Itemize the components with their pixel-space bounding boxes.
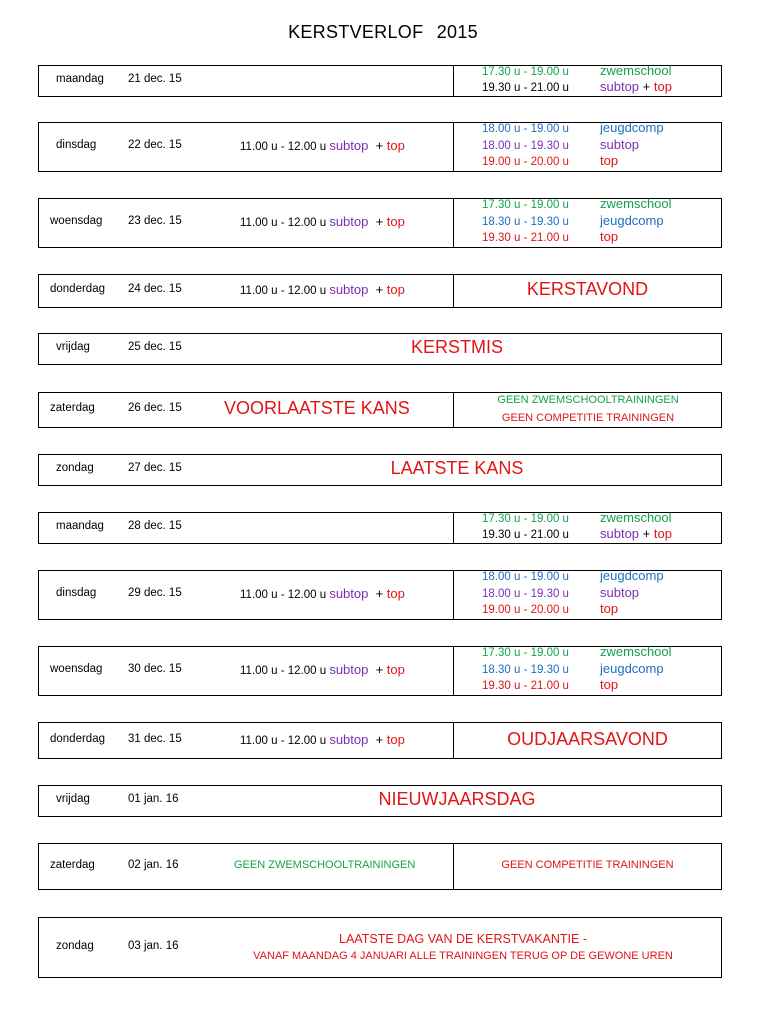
morning-time: 11.00 u - 12.00 u: [240, 141, 330, 153]
date-label: 02 jan. 16: [128, 858, 179, 871]
morning-group-top: top: [386, 662, 405, 677]
slot-group: top: [600, 153, 619, 169]
slot-group: top: [653, 79, 672, 94]
slot-time: 17.30 u - 19.00 u: [482, 647, 569, 660]
morning-plus: +: [368, 586, 387, 601]
schedule-row: [38, 843, 722, 890]
date-label: 03 jan. 16: [128, 939, 179, 952]
slot-group: subtop: [600, 136, 640, 152]
slot-time: 17.30 u - 19.00 u: [482, 65, 569, 78]
notice-competitie: GEEN COMPETITIE TRAININGEN: [501, 858, 674, 871]
slot-group: jeugdcomp: [600, 568, 664, 584]
training-slot: [454, 120, 664, 135]
training-slot: [454, 213, 664, 228]
schedule-row: [38, 392, 722, 428]
schedule-row: [38, 509, 722, 544]
schedule-row: [38, 333, 722, 365]
morning-plus: +: [368, 214, 387, 229]
morning-plus: +: [368, 662, 387, 677]
date-label: 27 dec. 15: [128, 462, 182, 474]
slot-time: 19.30 u - 21.00 u: [482, 232, 569, 245]
slot-group: +: [639, 526, 654, 541]
morning-group-top: top: [386, 214, 405, 229]
weekday-label: zondag: [56, 939, 94, 952]
slot-group: subtop: [600, 79, 640, 94]
weekday-label: vrijdag: [56, 793, 90, 805]
weekday-label: maandag: [56, 73, 104, 85]
slot-time: 19.00 u - 20.00 u: [482, 156, 569, 169]
event-label: KERSTMIS: [410, 337, 503, 357]
date-label: 31 dec. 15: [128, 732, 182, 745]
morning-group-top: top: [386, 282, 405, 297]
schedule-row: [38, 570, 722, 620]
morning-group-subtop: subtop: [329, 138, 369, 153]
schedule-row: [38, 274, 722, 308]
slot-group: zwemschool: [600, 62, 672, 78]
morning-plus: +: [368, 731, 387, 747]
morning-group-top: top: [386, 586, 405, 601]
morning-group-subtop: subtop: [329, 214, 369, 229]
slot-time: 19.30 u - 21.00 u: [482, 82, 569, 94]
schedule-row: [38, 785, 722, 817]
training-slot: [454, 585, 639, 600]
slot-group: zwemschool: [600, 644, 672, 660]
training-slot: [454, 644, 672, 659]
slot-time: 18.00 u - 19.00 u: [482, 571, 569, 584]
training-slot: [454, 661, 664, 676]
slot-group: jeugdcomp: [600, 212, 664, 228]
schedule-row: [38, 454, 722, 486]
date-label: 30 dec. 15: [128, 663, 182, 675]
event-label: LAATSTE KANS: [390, 458, 524, 478]
training-slot: [454, 137, 639, 152]
slot-group: jeugdcomp: [600, 120, 664, 136]
slot-group: top: [600, 601, 619, 617]
slot-time: 18.00 u - 19.30 u: [482, 139, 569, 152]
morning-time: 11.00 u - 12.00 u: [240, 285, 330, 297]
training-slot: [454, 677, 618, 692]
weekday-label: zaterdag: [50, 402, 95, 414]
page-title: KERSTVERLOF 2015: [288, 22, 478, 42]
schedule-row: [38, 722, 722, 759]
schedule-row: [38, 917, 722, 978]
event-label: KERSTAVOND: [526, 279, 649, 299]
schedule-row: [38, 62, 722, 97]
date-label: 21 dec. 15: [128, 73, 182, 85]
morning-plus: +: [368, 138, 387, 153]
slot-group: +: [639, 79, 654, 94]
morning-slot: [240, 282, 405, 297]
training-slot: [454, 229, 618, 244]
notice-last-day: LAATSTE DAG VAN DE KERSTVAKANTIE -: [339, 932, 587, 946]
training-slot: [454, 601, 618, 616]
morning-plus: +: [368, 282, 387, 297]
schedule-row: [38, 646, 722, 696]
morning-time: 11.00 u - 12.00 u: [240, 734, 330, 747]
date-label: 01 jan. 16: [128, 793, 179, 805]
notice-competitie: GEEN COMPETITIE TRAININGEN: [501, 412, 675, 424]
weekday-label: dinsdag: [56, 139, 97, 151]
event-label: NIEUWJAARSDAG: [378, 789, 536, 809]
morning-group-top: top: [386, 731, 405, 747]
slot-group: zwemschool: [600, 196, 672, 212]
weekday-label: donderdag: [50, 283, 105, 295]
date-label: 29 dec. 15: [128, 587, 182, 599]
slot-time: 19.30 u - 21.00 u: [482, 680, 569, 693]
slot-time: 17.30 u - 19.00 u: [482, 512, 569, 525]
training-slot: [454, 510, 672, 525]
weekday-label: zondag: [56, 462, 94, 474]
morning-slot: [240, 662, 405, 677]
training-slot: [454, 153, 618, 168]
date-label: 22 dec. 15: [128, 139, 182, 151]
weekday-label: zaterdag: [50, 858, 95, 871]
notice-zwemschool: GEEN ZWEMSCHOOLTRAININGEN: [234, 858, 416, 871]
morning-group-subtop: subtop: [329, 662, 369, 677]
morning-slot: [240, 214, 405, 229]
date-label: 23 dec. 15: [128, 215, 182, 227]
schedule-row: [38, 122, 722, 172]
weekday-label: maandag: [56, 520, 104, 532]
slot-time: 18.00 u - 19.30 u: [482, 587, 569, 600]
slot-time: 18.00 u - 19.00 u: [482, 123, 569, 136]
morning-time: 11.00 u - 12.00 u: [240, 217, 330, 229]
date-label: 24 dec. 15: [128, 283, 182, 295]
weekday-label: vrijdag: [56, 341, 90, 353]
morning-group-subtop: subtop: [329, 731, 369, 747]
weekday-label: woensdag: [50, 215, 103, 227]
event-label: OUDJAARSAVOND: [507, 728, 668, 749]
date-label: 25 dec. 15: [128, 341, 182, 353]
event-label: VOORLAATSTE KANS: [224, 398, 410, 418]
morning-group-subtop: subtop: [329, 586, 369, 601]
slot-time: 19.00 u - 20.00 u: [482, 604, 569, 617]
slot-time: 19.30 u - 21.00 u: [482, 529, 569, 541]
schedule-row: [38, 198, 722, 248]
training-slot: [454, 63, 672, 78]
morning-slot: [240, 586, 405, 601]
training-slot: [454, 196, 672, 211]
morning-slot: [240, 138, 405, 153]
morning-slot: [240, 732, 405, 747]
weekday-label: donderdag: [50, 732, 105, 745]
slot-group: zwemschool: [600, 509, 672, 525]
slot-time: 17.30 u - 19.00 u: [482, 199, 569, 212]
date-label: 28 dec. 15: [128, 520, 182, 532]
morning-time: 11.00 u - 12.00 u: [240, 665, 330, 677]
training-slot: [454, 526, 672, 541]
slot-group: top: [600, 229, 619, 245]
slot-time: 18.30 u - 19.30 u: [482, 215, 569, 228]
slot-group: subtop: [600, 526, 640, 541]
slot-group: top: [600, 677, 619, 693]
weekday-label: woensdag: [50, 663, 103, 675]
notice-resume: VANAF MAANDAG 4 JANUARI ALLE TRAININGEN TERUG OP DE GEWONE UREN: [253, 950, 673, 962]
slot-group: subtop: [600, 584, 640, 600]
date-label: 26 dec. 15: [128, 402, 182, 414]
morning-group-top: top: [386, 138, 405, 153]
slot-group: top: [653, 526, 672, 541]
weekday-label: dinsdag: [56, 587, 97, 599]
slot-group: jeugdcomp: [600, 660, 664, 676]
morning-group-subtop: subtop: [329, 282, 369, 297]
slot-time: 18.30 u - 19.30 u: [482, 663, 569, 676]
notice-zwemschool: GEEN ZWEMSCHOOLTRAININGEN: [497, 394, 679, 406]
training-slot: [454, 568, 664, 583]
training-slot: [454, 79, 672, 94]
morning-time: 11.00 u - 12.00 u: [240, 589, 330, 601]
